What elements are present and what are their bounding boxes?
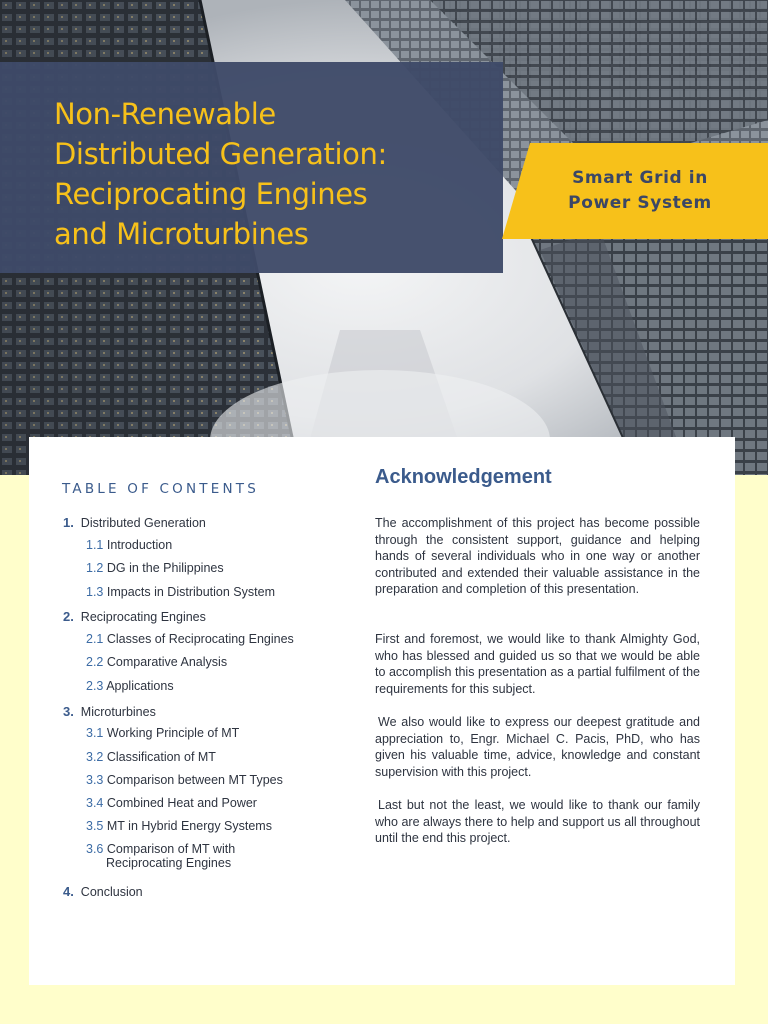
toc-number: 3.4 [86,796,104,810]
toc-item [86,655,227,669]
toc-number: 1.1 [86,538,104,552]
toc-label: Comparison between MT Types [106,773,283,787]
toc-label: Conclusion [80,885,143,899]
banner-line: Smart Grid in [572,168,708,188]
toc-item [86,796,257,810]
toc-label: Introduction [106,538,173,552]
toc-label: Reciprocating Engines [80,610,206,624]
title-line: Distributed Generation: [54,137,387,171]
toc-label: Comparison of MT with [106,842,236,856]
toc-label: Combined Heat and Power [106,796,257,810]
toc-label: Microturbines [80,705,156,719]
acknowledgement-paragraph: The accomplishment of this project has become possible through the consistent support, guidance and helping hands of several individuals who in one way or another contributed and extended their valuable assistance in the preparation and completion of this presentation. [375,516,700,596]
toc-item [86,679,174,693]
toc-label: Distributed Generation [80,516,206,530]
toc-item [63,884,143,899]
banner-line: Power System [568,193,712,213]
toc-number: 4. [63,884,74,899]
toc-label-continued: Reciprocating Engines [106,856,232,870]
toc-number: 3.2 [86,750,104,764]
toc-item [63,704,156,719]
toc-label: Applications [106,679,174,693]
title-line: Non-Renewable [54,97,276,131]
toc-item [63,609,206,624]
toc-number: 2.3 [86,679,104,693]
toc-item [86,773,283,787]
toc-number: 1.3 [86,585,104,599]
document-title [54,94,494,254]
toc-heading: TABLE OF CONTENTS [62,481,259,497]
toc-item [86,842,235,870]
course-banner-text [560,166,720,216]
toc-label: Classes of Reciprocating Engines [106,632,294,646]
toc-label: Working Principle of MT [106,726,240,740]
toc-number: 2. [63,609,74,624]
toc-item [86,585,275,599]
acknowledgement-heading: Acknowledgement [375,466,552,488]
toc-item [86,819,272,833]
toc-number: 3.6 [86,842,104,856]
acknowledgement-paragraph: We also would like to express our deepest gratitude and appreciation to, Engr. Michael C. Pacis, PhD, who has given his valuable time, advice, knowledge and constant supervision with this project. [375,715,700,779]
acknowledgement-paragraph: First and foremost, we would like to thank Almighty God, who has blessed and guided us so that we would be able to accomplish this presentation as a partial fulfilment of the requirements for this subject. [375,632,700,696]
toc-number: 3.1 [86,726,104,740]
toc-number: 1. [63,515,74,530]
toc-item [86,750,216,764]
toc-item [86,632,294,646]
toc-label: DG in the Philippines [106,561,224,575]
toc-number: 3.3 [86,773,104,787]
toc-number: 3. [63,704,74,719]
toc-item [86,561,224,575]
toc-number: 2.1 [86,632,104,646]
toc-number: 3.5 [86,819,104,833]
toc-label: Classification of MT [106,750,216,764]
toc-number: 1.2 [86,561,104,575]
toc-item [86,538,172,552]
toc-number: 2.2 [86,655,104,669]
toc-label: Impacts in Distribution System [106,585,275,599]
toc-item [86,726,239,740]
acknowledgement-paragraph: Last but not the least, we would like to thank our family who are always there to help and support us all throughout until the end this project. [375,798,700,845]
toc-label: MT in Hybrid Energy Systems [106,819,272,833]
title-line: Reciprocating Engines [54,177,368,211]
toc-label: Comparative Analysis [106,655,228,669]
toc-item [63,515,206,530]
title-line: and Microturbines [54,217,309,251]
